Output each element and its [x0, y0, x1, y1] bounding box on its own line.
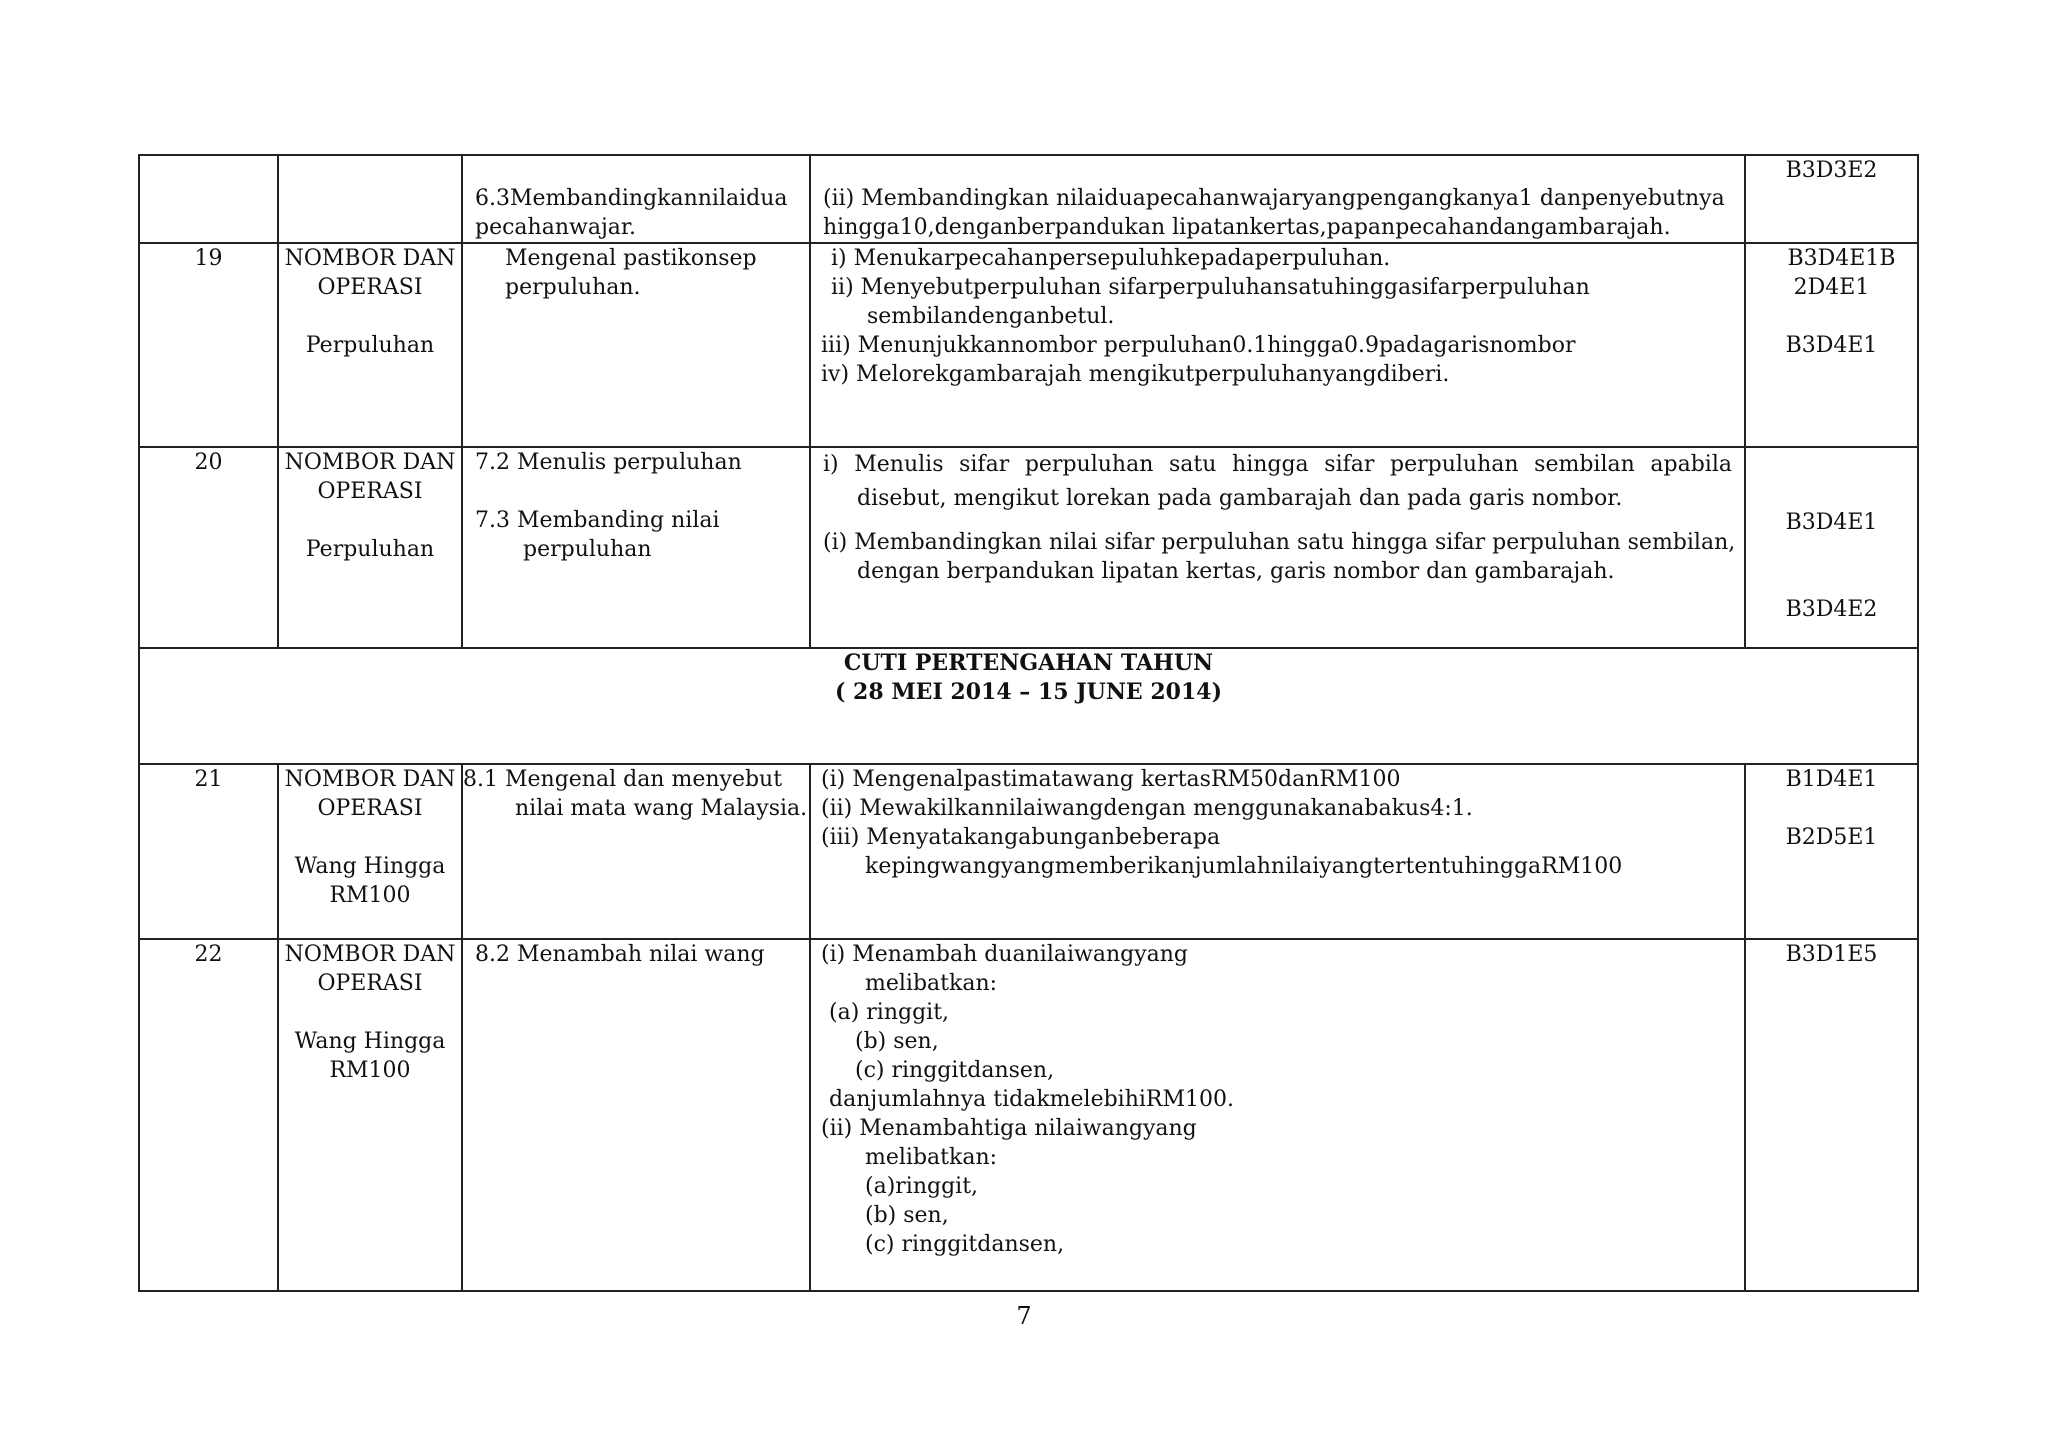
code-text: B3D4E1 — [1785, 510, 1878, 535]
outcome-line: sembilandenganbetul. — [867, 304, 1115, 329]
table-row — [139, 155, 1918, 243]
outcome-line: i) Menukarpecahanpersepuluhkepadaperpuluhan. — [831, 246, 1391, 271]
outcome-line: melibatkan: — [865, 1145, 998, 1170]
code-text: B1D4E1 — [1785, 767, 1878, 792]
week-number: 21 — [194, 767, 223, 792]
code-cell — [1745, 764, 1918, 939]
outcome-cell — [810, 939, 1745, 1291]
area-label: OPERASI — [317, 275, 423, 300]
outcome-line: (i) Membandingkan nilai sifar perpuluhan satu hingga sifar perpuluhan sembilan, — [823, 530, 1736, 555]
area-label: OPERASI — [317, 971, 423, 996]
outcome-line: ii) Menyebutperpuluhan sifarperpuluhansatuhinggasifarperpuluhan — [831, 275, 1590, 300]
area-label: NOMBOR DAN — [284, 246, 456, 271]
area-cell — [278, 155, 462, 243]
topic-cell — [462, 764, 810, 939]
outcome-cell — [810, 155, 1745, 243]
topic-text: perpuluhan — [523, 537, 652, 562]
outcome-line: hingga10,denganberpandukan lipatankertas,papanpecahandangambarajah. — [823, 215, 1671, 240]
outcome-line: (a) ringgit, — [829, 1000, 950, 1025]
code-text: B3D4E1B — [1787, 246, 1896, 271]
area-cell — [278, 447, 462, 648]
area-label: OPERASI — [317, 479, 423, 504]
topic-cell — [462, 155, 810, 243]
outcome-line: (b) sen, — [865, 1203, 949, 1228]
area-label: NOMBOR DAN — [284, 450, 456, 475]
outcome-line: melibatkan: — [865, 971, 998, 996]
outcome-line: (a)ringgit, — [865, 1174, 979, 1199]
outcome-line: iii) Menunjukkannombor perpuluhan0.1hingga0.9padagarisnombor — [821, 333, 1576, 358]
week-cell — [139, 243, 278, 447]
subject-label: Wang Hingga — [294, 854, 446, 879]
outcome-line: kepingwangyangmemberikanjumlahnilaiyangtertentuhinggaRM100 — [865, 854, 1623, 879]
week-number: 22 — [194, 942, 223, 967]
area-cell — [278, 764, 462, 939]
topic-cell — [462, 243, 810, 447]
subject-label: Perpuluhan — [305, 537, 435, 562]
outcome-line: iv) Melorekgambarajah mengikutperpuluhanyangdiberi. — [821, 362, 1450, 387]
code-cell — [1745, 939, 1918, 1291]
week-cell — [139, 764, 278, 939]
topic-cell — [462, 939, 810, 1291]
outcome-line: (iii) Menyatakangabunganbeberapa — [821, 825, 1221, 850]
week-cell — [139, 447, 278, 648]
topic-text: nilai mata wang Malaysia. — [515, 796, 808, 821]
topic-text: 6.3Membandingkannilaidua pecahanwajar. — [475, 186, 788, 240]
outcome-line: dengan berpandukan lipatan kertas, garis nombor dan gambarajah. — [857, 559, 1615, 584]
topic-text: 7.2 Menulis perpuluhan — [475, 450, 742, 475]
table-row — [139, 243, 1918, 447]
topic-text: 7.3 Membanding nilai — [475, 508, 720, 533]
outcome-cell — [810, 243, 1745, 447]
topic-text: 8.2 Menambah nilai wang — [475, 942, 765, 967]
outcome-line: (i) Menambah duanilaiwangyang — [821, 942, 1189, 967]
table-row — [139, 764, 1918, 939]
holiday-banner — [139, 648, 1918, 764]
code-text: B3D3E2 — [1785, 158, 1878, 183]
banner-dates: ( 28 MEI 2014 – 15 JUNE 2014) — [834, 679, 1222, 705]
table-row — [139, 939, 1918, 1291]
table-row — [139, 447, 1918, 648]
code-text: B3D4E1 — [1785, 333, 1878, 358]
area-label: NOMBOR DAN — [284, 767, 456, 792]
outcome-line: danjumlahnya tidakmelebihiRM100. — [829, 1087, 1234, 1112]
code-text: B2D5E1 — [1785, 825, 1878, 850]
subject-label: RM100 — [329, 883, 411, 908]
lesson-plan-table — [138, 154, 1919, 1292]
subject-label: RM100 — [329, 1058, 411, 1083]
page-number: 7 — [1016, 1302, 1032, 1330]
outcome-line: (i) Mengenalpastimatawang kertasRM50danRM100 — [821, 767, 1401, 792]
outcome-line: (b) sen, — [855, 1029, 939, 1054]
code-text: 2D4E1 — [1793, 275, 1870, 300]
code-text: B3D1E5 — [1785, 942, 1878, 967]
week-number: 19 — [194, 246, 223, 271]
outcome-line: (ii) Mewakilkannilaiwangdengan menggunakanabakus4:1. — [821, 796, 1473, 821]
week-cell — [139, 939, 278, 1291]
outcome-cell — [810, 447, 1745, 648]
outcome-line: (c) ringgitdansen, — [865, 1232, 1065, 1257]
table-row — [139, 648, 1918, 764]
code-text: B3D4E2 — [1785, 597, 1878, 622]
outcome-line: (c) ringgitdansen, — [855, 1058, 1055, 1083]
topic-cell — [462, 447, 810, 648]
area-cell — [278, 243, 462, 447]
outcome-cell — [810, 764, 1745, 939]
subject-label: Wang Hingga — [294, 1029, 446, 1054]
week-number: 20 — [194, 450, 223, 475]
area-label: NOMBOR DAN — [284, 942, 456, 967]
outcome-line: i) Menulis sifar perpuluhan satu hingga sifar perpuluhan sembilan apabila disebut, mengikut lorekan pada gambarajah dan pada garis nombor. — [823, 452, 1732, 511]
code-cell — [1745, 447, 1918, 648]
code-cell — [1745, 243, 1918, 447]
topic-text: Mengenal pastikonsep — [505, 246, 757, 271]
topic-text: 8.1 Mengenal dan menyebut — [463, 767, 783, 792]
week-cell — [139, 155, 278, 243]
subject-label: Perpuluhan — [305, 333, 435, 358]
banner-title: CUTI PERTENGAHAN TAHUN — [843, 650, 1214, 676]
code-cell — [1745, 155, 1918, 243]
topic-text: perpuluhan. — [505, 275, 641, 300]
area-label: OPERASI — [317, 796, 423, 821]
outcome-line: (ii) Menambahtiga nilaiwangyang — [821, 1116, 1197, 1141]
area-cell — [278, 939, 462, 1291]
outcome-line: (ii) Membandingkan nilaiduapecahanwajaryangpengangkanya1 danpenyebutnya — [823, 186, 1725, 211]
